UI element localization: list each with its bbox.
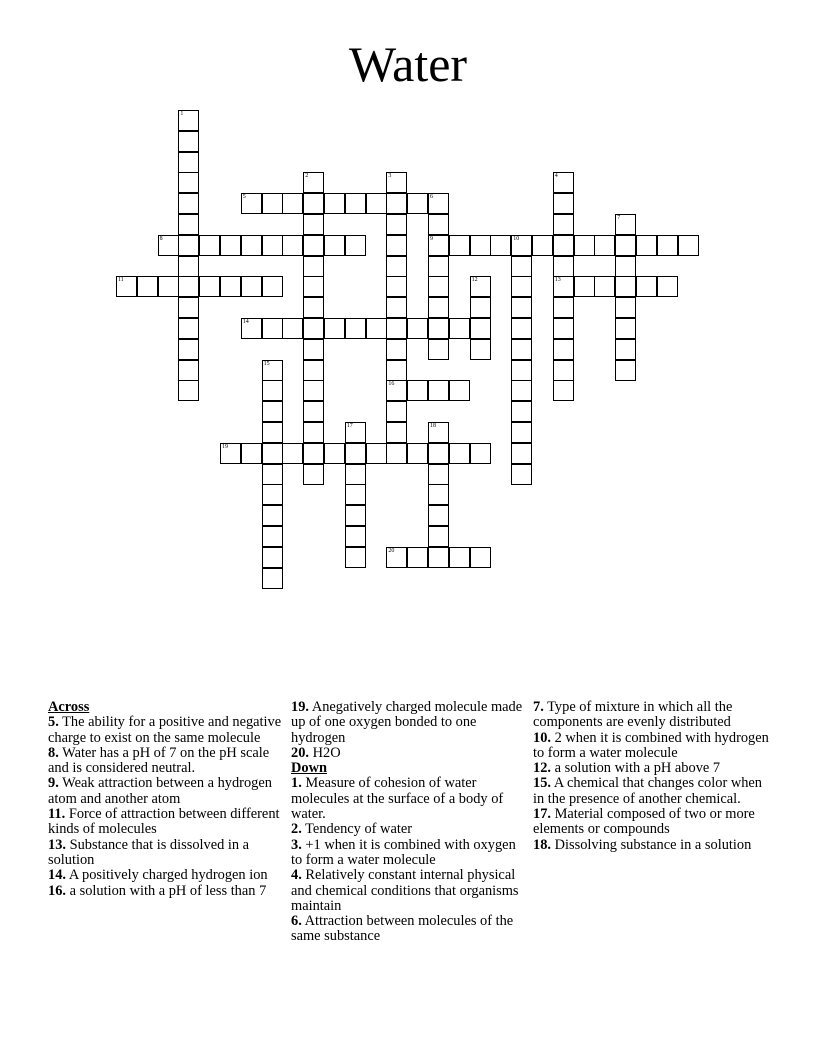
grid-cell — [262, 505, 283, 526]
grid-cell — [470, 297, 491, 318]
cell-number: 9 — [430, 235, 433, 242]
grid-cell — [345, 464, 366, 485]
grid-cell — [345, 443, 366, 464]
clue-text: Water has a pH of 7 on the pH scale and is considered neutral. — [48, 744, 270, 777]
clue-text: A positively charged hydrogen ion — [68, 867, 268, 884]
grid-cell — [594, 235, 615, 256]
grid-cell — [262, 443, 283, 464]
grid-cell — [386, 235, 407, 256]
grid-cell — [282, 235, 303, 256]
grid-cell — [553, 360, 574, 381]
grid-cell — [636, 276, 657, 297]
grid-cell — [386, 256, 407, 277]
clue-number: 4. — [291, 867, 302, 884]
grid-cell — [511, 422, 532, 443]
grid-cell — [178, 172, 199, 193]
grid-cell — [470, 235, 491, 256]
clue-across-8 — [48, 746, 286, 777]
grid-cell — [303, 214, 324, 235]
cell-number: 8 — [159, 235, 163, 242]
grid-cell — [345, 484, 366, 505]
clue-number: 14. — [48, 867, 66, 884]
grid-cell — [282, 443, 303, 464]
grid-cell — [449, 380, 470, 401]
grid-cell — [428, 214, 449, 235]
clue-down-6 — [291, 914, 529, 945]
grid-cell — [303, 276, 324, 297]
clue-down-18 — [533, 838, 771, 853]
grid-cell — [553, 235, 574, 256]
grid-cell — [511, 339, 532, 360]
grid-cell — [553, 214, 574, 235]
clue-down-15 — [533, 776, 771, 807]
clue-text: H2O — [312, 744, 341, 761]
clue-text: The ability for a positive and negative charge to exist on the same molecule — [48, 714, 282, 746]
grid-cell — [615, 214, 636, 235]
grid-cell — [386, 318, 407, 339]
grid-cell — [220, 443, 241, 464]
grid-cell — [262, 422, 283, 443]
cell-number: 17 — [346, 423, 353, 429]
clue-down-12 — [533, 761, 771, 776]
cell-number: 19 — [222, 443, 228, 450]
grid-cell — [345, 547, 366, 568]
clue-number: 6. — [291, 913, 302, 930]
grid-cell — [386, 360, 407, 381]
clue-number: 10. — [533, 729, 551, 746]
grid-cell — [615, 297, 636, 318]
grid-cell — [636, 235, 657, 256]
clue-text: Material composed of two or more elements or compounds — [533, 806, 755, 838]
grid-cell — [407, 193, 428, 214]
down-heading: Down — [291, 760, 327, 777]
clue-down-10 — [533, 731, 771, 762]
grid-cell — [428, 484, 449, 505]
clue-text: Attraction between molecules of the same substance — [291, 913, 514, 945]
grid-cell — [511, 235, 532, 256]
clue-across-14 — [48, 868, 286, 883]
grid-cell — [428, 422, 449, 443]
clue-text: Type of mixture in which all the components are evenly distributed — [533, 699, 733, 731]
grid-cell — [678, 235, 699, 256]
cell-number: 10 — [513, 235, 520, 242]
clue-number: 12. — [533, 760, 551, 777]
grid-cell — [178, 235, 199, 256]
grid-cell — [386, 380, 407, 401]
grid-cell — [574, 276, 595, 297]
grid-cell — [553, 193, 574, 214]
grid-cell — [553, 172, 574, 193]
grid-cell — [386, 276, 407, 297]
grid-cell — [262, 276, 283, 297]
grid-cell — [511, 297, 532, 318]
grid-cell — [178, 193, 199, 214]
grid-cell — [282, 193, 303, 214]
grid-cell — [324, 235, 345, 256]
grid-cell — [262, 318, 283, 339]
grid-cell — [262, 401, 283, 422]
grid-cell — [428, 256, 449, 277]
grid-cell — [345, 235, 366, 256]
clue-number: 3. — [291, 836, 302, 853]
clue-number: 1. — [291, 775, 302, 792]
clue-across-19 — [291, 700, 529, 746]
grid-cell — [553, 318, 574, 339]
cell-number: 15 — [263, 360, 270, 367]
grid-cell — [262, 526, 283, 547]
clues-column-1 — [48, 700, 286, 899]
clue-number: 13. — [48, 836, 66, 853]
grid-cell — [407, 547, 428, 568]
grid-cell — [178, 360, 199, 381]
grid-cell — [366, 443, 387, 464]
cell-number: 6 — [430, 194, 433, 201]
grid-cell — [615, 318, 636, 339]
clue-text: Relatively constant internal physical and chemical conditions that organisms maintain — [291, 867, 519, 914]
grid-cell — [366, 193, 387, 214]
grid-cell — [615, 256, 636, 277]
clue-down-2 — [291, 822, 529, 837]
grid-cell — [428, 380, 449, 401]
grid-cell — [407, 443, 428, 464]
grid-cell — [386, 443, 407, 464]
grid-cell — [282, 318, 303, 339]
grid-cell — [428, 547, 449, 568]
cell-number: 1 — [180, 111, 184, 117]
cell-number: 20 — [388, 547, 395, 554]
grid-cell — [241, 318, 262, 339]
grid-cell — [470, 318, 491, 339]
grid-cell — [303, 172, 324, 193]
grid-cell — [303, 339, 324, 360]
grid-cell — [553, 339, 574, 360]
grid-cell — [262, 568, 283, 589]
grid-cell — [386, 193, 407, 214]
cell-number: 4 — [554, 173, 558, 180]
grid-cell — [511, 360, 532, 381]
grid-cell — [407, 380, 428, 401]
clue-across-16 — [48, 884, 286, 899]
grid-cell — [262, 547, 283, 568]
grid-cell — [428, 443, 449, 464]
grid-cell — [241, 235, 262, 256]
grid-cell — [615, 360, 636, 381]
grid-cell — [262, 380, 283, 401]
clue-across-11 — [48, 807, 286, 838]
clue-text: Tendency of water — [305, 821, 413, 838]
grid-cell — [178, 214, 199, 235]
grid-cell — [178, 380, 199, 401]
clue-text: 2 when it is combined with hydrogen to form a water molecule — [533, 729, 769, 761]
clue-number: 9. — [48, 775, 59, 792]
grid-cell — [241, 193, 262, 214]
grid-cell — [324, 193, 345, 214]
grid-cell — [407, 318, 428, 339]
clue-number: 20. — [291, 744, 309, 761]
clue-across-20 — [291, 746, 529, 761]
grid-cell — [553, 256, 574, 277]
grid-cell — [303, 401, 324, 422]
grid-cell — [262, 235, 283, 256]
grid-cell — [532, 235, 553, 256]
grid-cell — [428, 339, 449, 360]
clue-down-17 — [533, 807, 771, 838]
grid-cell — [366, 318, 387, 339]
grid-cell — [178, 256, 199, 277]
grid-cell — [511, 318, 532, 339]
clue-down-4 — [291, 868, 529, 914]
grid-cell — [303, 443, 324, 464]
grid-cell — [241, 276, 262, 297]
across-heading: Across — [48, 699, 90, 715]
grid-cell — [511, 464, 532, 485]
grid-cell — [511, 443, 532, 464]
grid-cell — [449, 235, 470, 256]
grid-cell — [470, 276, 491, 297]
grid-cell — [345, 422, 366, 443]
grid-cell — [324, 318, 345, 339]
grid-cell — [220, 276, 241, 297]
cell-number: 16 — [388, 381, 395, 388]
clue-text: Anegatively charged molecule made up of one oxygen bonded to one hydrogen — [291, 699, 523, 746]
grid-cell — [553, 276, 574, 297]
grid-cell — [511, 256, 532, 277]
grid-cell — [470, 443, 491, 464]
clue-number: 5. — [48, 714, 59, 731]
grid-cell — [386, 422, 407, 443]
grid-cell — [262, 464, 283, 485]
grid-cell — [345, 193, 366, 214]
cell-number: 7 — [617, 215, 621, 221]
cell-number: 12 — [471, 277, 478, 284]
clue-across-5 — [48, 715, 286, 746]
clue-text: Weak attraction between a hydrogen atom and another atom — [48, 775, 272, 807]
grid-cell — [428, 464, 449, 485]
grid-cell — [428, 297, 449, 318]
clue-number: 17. — [533, 806, 551, 823]
grid-cell — [428, 235, 449, 256]
clue-across-13 — [48, 838, 286, 869]
grid-cell — [490, 235, 511, 256]
grid-cell — [386, 547, 407, 568]
clue-across-9 — [48, 776, 286, 807]
grid-cell — [178, 276, 199, 297]
grid-cell — [594, 276, 615, 297]
clue-number: 8. — [48, 744, 59, 761]
grid-cell — [428, 193, 449, 214]
grid-cell — [303, 422, 324, 443]
grid-cell — [303, 380, 324, 401]
grid-cell — [158, 235, 179, 256]
clue-down-7 — [533, 700, 771, 731]
grid-cell — [303, 318, 324, 339]
grid-cell — [511, 401, 532, 422]
grid-cell — [178, 131, 199, 152]
grid-cell — [386, 401, 407, 422]
cell-number: 5 — [242, 194, 246, 201]
clue-text: Dissolving substance in a solution — [554, 836, 752, 853]
clue-number: 7. — [533, 699, 544, 715]
clue-number: 2. — [291, 821, 302, 838]
grid-cell — [574, 235, 595, 256]
grid-cell — [303, 235, 324, 256]
grid-cell — [428, 505, 449, 526]
grid-cell — [178, 318, 199, 339]
grid-cell — [470, 547, 491, 568]
grid-cell — [303, 297, 324, 318]
grid-cell — [345, 526, 366, 547]
puzzle-title: Water — [348, 36, 468, 92]
grid-cell — [199, 235, 220, 256]
grid-cell — [615, 235, 636, 256]
grid-cell — [657, 235, 678, 256]
grid-cell — [262, 193, 283, 214]
grid-cell — [178, 297, 199, 318]
grid-cell — [303, 464, 324, 485]
grid-cell — [199, 276, 220, 297]
grid-cell — [345, 505, 366, 526]
grid-cell — [386, 297, 407, 318]
grid-cell — [262, 360, 283, 381]
grid-cell — [137, 276, 158, 297]
cell-number: 13 — [554, 277, 561, 284]
grid-cell — [553, 380, 574, 401]
grid-cell — [386, 172, 407, 193]
grid-cell — [303, 256, 324, 277]
grid-cell — [241, 443, 262, 464]
clue-text: a solution with a pH of less than 7 — [69, 882, 267, 899]
clue-number: 15. — [533, 775, 551, 792]
grid-cell — [657, 276, 678, 297]
grid-cell — [428, 526, 449, 547]
grid-cell — [615, 276, 636, 297]
grid-cell — [303, 360, 324, 381]
clue-number: 18. — [533, 836, 551, 853]
cell-number: 11 — [118, 277, 124, 284]
clue-text: Force of attraction between different kinds of molecules — [48, 806, 280, 838]
clue-down-3 — [291, 838, 529, 869]
grid-cell — [178, 339, 199, 360]
grid-cell — [449, 318, 470, 339]
cell-number: 14 — [242, 319, 249, 325]
grid-cell — [428, 276, 449, 297]
cell-number: 18 — [430, 423, 436, 429]
cell-number: 2 — [305, 173, 309, 180]
grid-cell — [116, 276, 137, 297]
grid-cell — [470, 339, 491, 360]
grid-cell — [345, 318, 366, 339]
grid-cell — [615, 339, 636, 360]
clue-number: 19. — [291, 699, 309, 715]
cell-number: 3 — [388, 173, 392, 180]
clue-text: a solution with a pH above 7 — [554, 760, 721, 777]
clue-number: 11. — [48, 806, 66, 823]
grid-cell — [553, 297, 574, 318]
grid-cell — [449, 443, 470, 464]
grid-cell — [386, 339, 407, 360]
clue-text: +1 when it is combined with oxygen to form a water molecule — [291, 836, 516, 868]
grid-cell — [303, 193, 324, 214]
clue-text: Measure of cohesion of water molecules at the surface of a body of water. — [291, 775, 504, 823]
grid-cell — [158, 276, 179, 297]
grid-cell — [449, 547, 470, 568]
grid-cell — [428, 318, 449, 339]
grid-cell — [511, 380, 532, 401]
grid-cell — [178, 152, 199, 173]
grid-cell — [386, 214, 407, 235]
clue-text: Substance that is dissolved in a solution — [48, 836, 250, 868]
clue-down-1 — [291, 776, 529, 822]
grid-cell — [511, 276, 532, 297]
grid-cell — [220, 235, 241, 256]
grid-cell — [262, 484, 283, 505]
grid-cell — [324, 443, 345, 464]
clue-text: A chemical that changes color when in the presence of another chemical. — [533, 775, 762, 807]
clue-number: 16. — [48, 882, 66, 899]
grid-cell — [178, 110, 199, 131]
clues-column-3 — [533, 700, 771, 853]
clues-column-2 — [291, 700, 529, 945]
